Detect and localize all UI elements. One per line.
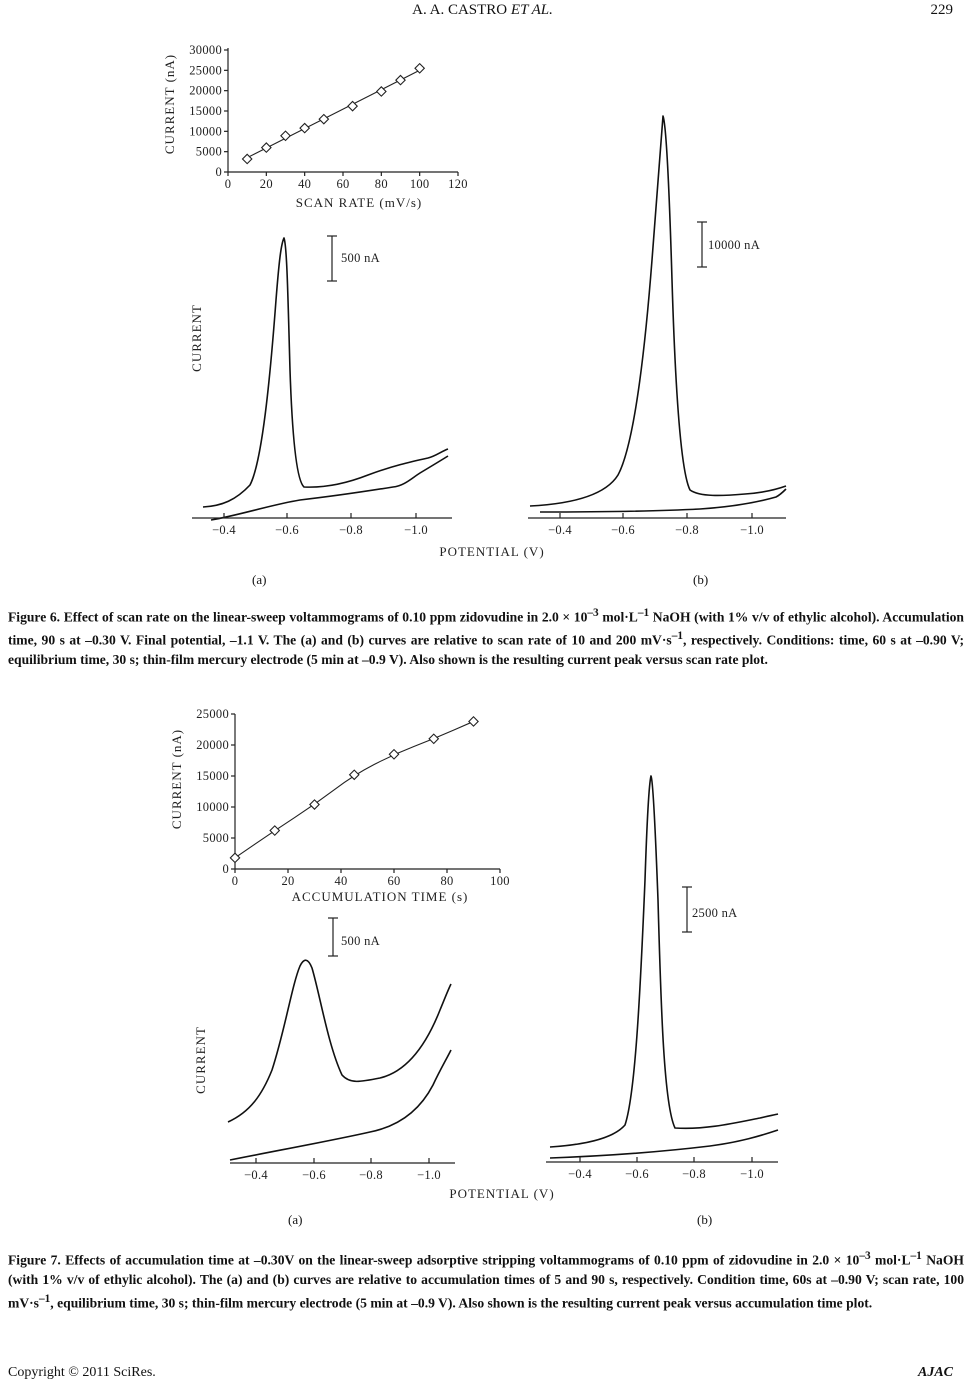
figure-7 [0, 700, 965, 1240]
y-tick-label: 10000 [189, 124, 222, 139]
y-tick-label: 20000 [189, 83, 222, 98]
y-tick-label: 5000 [195, 144, 222, 159]
figure-7-caption: Figure 7. Effects of accumulation time at –0.30V on the linear-sweep adsorptive stripping voltammograms of 0.10 ppm of zidovudine in $2.0 \times 10^{-3}$ $mol\cdot L^{-1}$ NaOH (with 1% v/v of ethylic alcohol). The (a) and (b) curves are relative to accumulation times of 5 and 90 s, respectively. Condition time, 60s at –0.90 V; scan rate, 100 $mV\cdot s^{-1}$, equilibrium time, 30 s; thin-film mercury electrode (5 min at –0.9 V). Also shown is the resulting current peak versus accumulation time plot. [8, 1250, 964, 1311]
subfigure-label-7b: (b) [697, 1212, 713, 1227]
x-tick-label: 80 [374, 177, 388, 191]
y-axis-label: CURRENT (nA) [169, 728, 184, 830]
data-point [270, 826, 279, 835]
fit-curve [235, 721, 474, 857]
data-point [230, 853, 239, 862]
header-et-al: ET AL. [510, 2, 553, 18]
data-point [281, 131, 290, 140]
x-axis-label: ACCUMULATION TIME (s) [291, 889, 469, 904]
y-tick-label: 30000 [189, 43, 222, 57]
potential-tick-label: −1.0 [417, 1168, 441, 1182]
data-point [469, 717, 478, 726]
y-tick-label: 0 [222, 862, 229, 876]
current-axis-label: CURRENT [193, 1026, 208, 1094]
header-authors: A. A. CASTRO [412, 2, 508, 18]
y-tick-label: 0 [215, 165, 222, 179]
potential-tick-label: −0.8 [675, 523, 699, 537]
potential-tick-label: −0.6 [625, 1167, 649, 1181]
y-tick-label: 15000 [196, 769, 229, 783]
data-point [262, 143, 271, 152]
y-tick-label: 25000 [189, 63, 222, 78]
page-number: 229 [930, 2, 953, 18]
x-tick-label: 20 [259, 177, 273, 191]
forward-scan-curve [550, 776, 778, 1147]
y-tick-label: 20000 [196, 738, 229, 752]
y-tick-label: 25000 [196, 707, 229, 721]
figure-6-caption: Figure 6. Effect of scan rate on the linear-sweep voltammograms of 0.10 ppm zidovudine in $2.0 \times 10^{-3}$ $mol\cdot L^{-1}$ NaOH (with 1% v/v of ethylic alcohol). Accumulation time, 90 s at –0.30 V. Final potential, –1.1 V. The (a) and (b) curves are relative to scan rate of 10 and 200 $mV\cdot s^{-1}$, respectively. Conditions: time, 60 s at –0.90 V; equilibrium time, 30 s; thin-film mercury electrode (5 min at –0.9 V). Also shown is the resulting current peak versus scan rate plot. [8, 607, 964, 668]
x-tick-label: 60 [336, 177, 350, 191]
scale-label-a: 500 nA [341, 251, 380, 265]
forward-scan-curve [228, 960, 451, 1122]
journal-name: AJAC [917, 1365, 953, 1380]
data-point [300, 123, 309, 132]
y-tick-label: 10000 [196, 800, 229, 814]
potential-tick-label: −0.6 [611, 523, 635, 537]
voltammogram-7a [193, 918, 455, 1182]
scale-label-b: 2500 nA [692, 906, 738, 920]
data-point [319, 114, 328, 123]
potential-axis-label: POTENTIAL (V) [439, 544, 545, 559]
x-tick-label: 60 [387, 874, 401, 888]
reverse-scan-curve [550, 1130, 778, 1158]
data-point [389, 750, 398, 759]
x-tick-label: 20 [281, 874, 295, 888]
reverse-scan-curve [230, 1050, 451, 1160]
fit-line [247, 70, 419, 157]
potential-tick-label: −1.0 [404, 523, 428, 537]
potential-tick-label: −0.4 [244, 1168, 268, 1182]
voltammogram-6a [189, 236, 452, 537]
scale-label-a: 500 nA [341, 934, 380, 948]
scale-label-b: 10000 nA [708, 238, 761, 252]
potential-tick-label: −0.4 [212, 523, 236, 537]
x-tick-label: 100 [490, 874, 510, 888]
subfigure-label-6b: (b) [693, 572, 709, 587]
x-axis-label: SCAN RATE (mV/s) [295, 195, 423, 210]
potential-tick-label: −0.8 [359, 1168, 383, 1182]
potential-tick-label: −0.4 [568, 1167, 592, 1181]
potential-tick-label: −0.6 [275, 523, 299, 537]
forward-scan-curve [530, 116, 786, 506]
copyright-notice: Copyright © 2011 SciRes. [8, 1365, 156, 1380]
x-tick-label: 40 [334, 874, 348, 888]
y-tick-label: 5000 [202, 831, 229, 845]
potential-tick-label: −1.0 [740, 523, 764, 537]
current-axis-label: CURRENT [189, 304, 204, 372]
forward-scan-curve [203, 238, 448, 507]
potential-tick-label: −1.0 [740, 1167, 764, 1181]
potential-axis-label: POTENTIAL (V) [449, 1186, 555, 1201]
data-point [429, 734, 438, 743]
potential-tick-label: −0.4 [548, 523, 572, 537]
x-tick-label: 0 [224, 177, 232, 191]
x-tick-label: 100 [409, 177, 430, 191]
figure-6 [0, 0, 965, 575]
y-tick-label: 15000 [189, 104, 222, 118]
y-axis-label: CURRENT (nA) [162, 53, 177, 155]
reverse-scan-curve [540, 489, 786, 512]
x-tick-label: 120 [448, 177, 468, 191]
voltammogram-7b [546, 776, 778, 1181]
voltammogram-6b [528, 116, 786, 537]
accumulation-time-plot [169, 707, 510, 904]
subfigure-label-7a: (a) [288, 1212, 303, 1227]
scan-rate-plot [162, 43, 468, 210]
x-tick-label: 0 [231, 874, 239, 888]
potential-tick-label: −0.8 [339, 523, 363, 537]
x-tick-label: 80 [440, 874, 454, 888]
data-point [396, 75, 405, 84]
subfigure-label-6a: (a) [252, 572, 267, 587]
x-tick-label: 40 [298, 177, 312, 191]
potential-tick-label: −0.6 [302, 1168, 326, 1182]
potential-tick-label: −0.8 [682, 1167, 706, 1181]
